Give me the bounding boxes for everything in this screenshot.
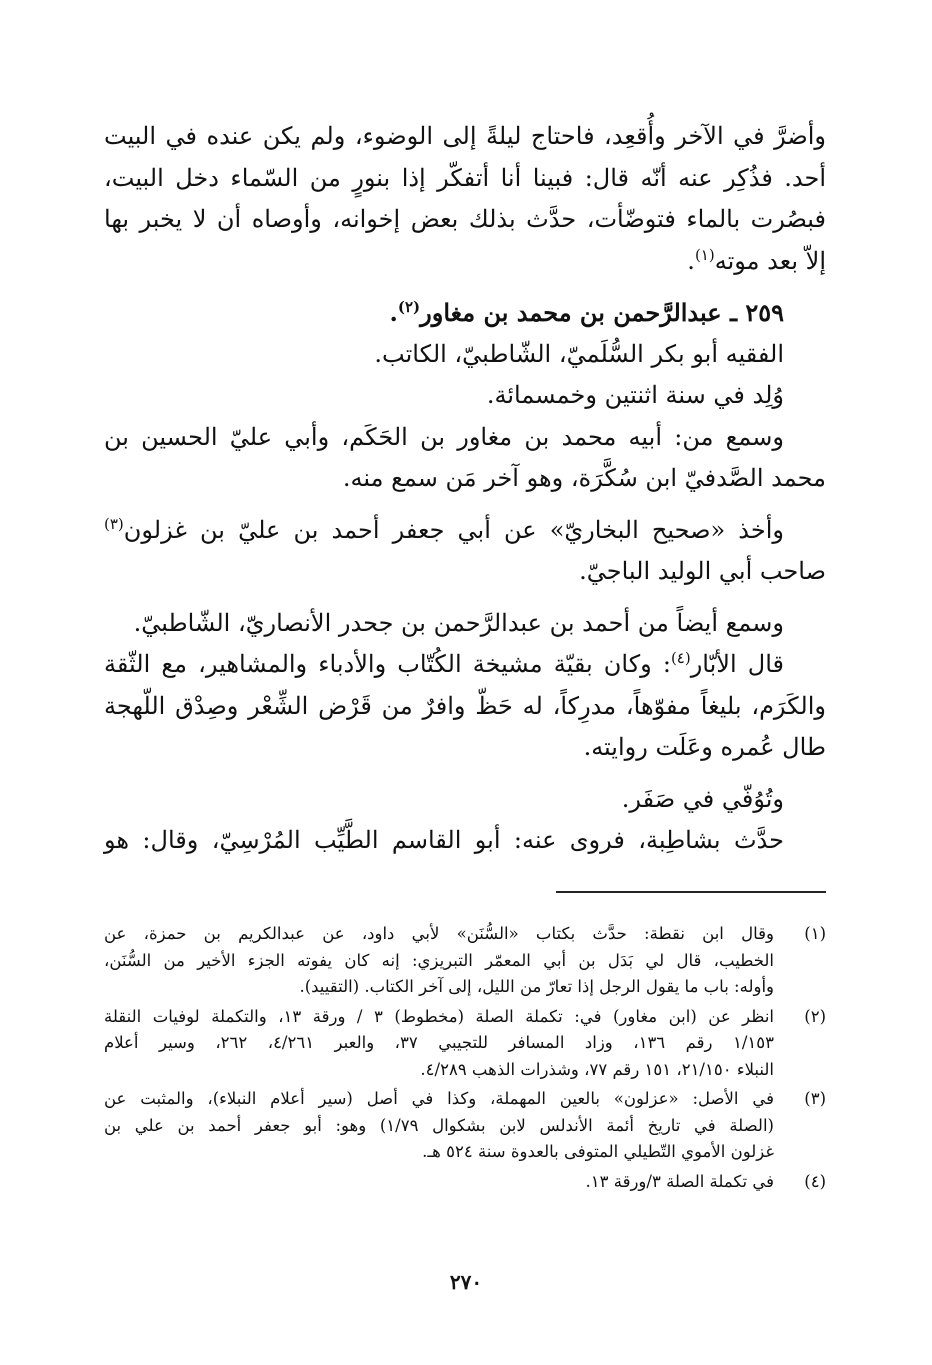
footnote-text [104,921,774,1001]
body-line: وسمع أيضاً من أحمد بن عبدالرَّحمن بن جحدر الأنصاريّ، الشّاطبيّ. [133,608,784,637]
footnote-line: وأوله: باب ما يقول الرجل إذا تعارّ من الليل، إلى آخر الكتاب. (التقييد). [299,977,774,996]
entry-title: ٢٥٩ ـ عبدالرَّحمن بن محمد بن مغاور [420,298,784,327]
footnote-ref: (١) [694,245,715,264]
footnote-ref: (٢) [397,298,421,316]
main-text [104,116,826,862]
footnote-number: (٣) [804,1089,826,1108]
footnote [104,1004,826,1084]
body-line: محمد الصَّدفيّ ابن سُكَّرَة، وهو آخر مَن سمع منه. [342,464,826,492]
body-line: وأضرَّ في الآخر وأُقعِد، فاحتاج ليلةً إلى الوضوء، ولم يكن عنده في البيت [104,122,826,150]
footnote-number: (٢) [804,1006,826,1026]
body-line [104,644,826,686]
body-line: صاحب أبي الوليد الباجيّ. [579,557,826,585]
body-line: وُلِد في سنة اثنتين وخمسمائة. [486,381,784,409]
footnote-line: النبلاء ٢١/١٥٠، ١٥١ رقم ٧٧، وشذرات الذهب ٤/٢٨٩. [420,1059,774,1079]
footnote [104,1086,826,1166]
footnote-text [104,1004,774,1084]
body-line: حدَّث بشاطِبة، فروى عنه: أبو القاسم الطَّيِّب المُرْسِيّ، وقال: هو [104,826,784,854]
footnote-ref: (٣) [104,514,124,533]
footnote-number: (١) [804,924,826,943]
body-line: فبصُرت بالماء فتوضّأت، حدَّث بذلك بعض إخوانه، وأوصاه أن لا يخبر بها [104,205,826,233]
body-line: أحد. فذُكِر عنه أنّه قال: فبينا أنا أتفكّر إذا بنورٍ من السّماء دخل البيت، [104,163,826,192]
footnote-line: انظر عن (ابن مغاور) في: تكملة الصلة (مخطوط) ٣ / ورقة ١٣، والتكملة لوفيات النقلة [104,1006,774,1026]
body-line-text: وأخذ «صحيح البخاريّ» عن أبي جعفر أحمد بن عليّ بن غزلون [123,515,784,544]
page-number: ٢٧٠ [449,1270,483,1294]
footnote-line: غزلون الأموي التّطيلي المتوفى بالعدوة سنة ٥٢٤ هـ. [422,1142,774,1161]
footnote-line: في تكملة الصلة ٣/ورقة ١٣. [585,1171,774,1191]
body-line-text: : وكان بقيّة مشيخة الكُتّاب والأدباء والمشاهير، مع الثّقة [104,650,671,678]
body-line-text: إلاّ بعد موته [714,246,826,275]
body-line: الفقيه أبو بكر السُّلَميّ، الشّاطبيّ، الكاتب. [374,339,784,368]
footnote [104,921,826,1001]
footnote-separator [556,891,826,893]
body-line [104,510,826,552]
footnote-line: في الأصل: «عزلون» بالعين المهملة، وكذا في أصل (سير أعلام النبلاء)، والمثبت عن [104,1089,774,1108]
body-line: وتُوُفّي في صَفَر. [621,784,784,813]
footnote-line: الخطيب، قال لي بَدَل بن أبي المعمّر التبريزي: إنه كان يفوته الجزء الأخير من السُّنَن، [104,950,774,970]
entry-heading: ٢٥٩ ـ عبدالرَّحمن بن محمد بن مغاور$^{(٢)}$. [389,298,784,327]
body-line: والكَرَم، بليغاً مفوّهاً، مدرِكاً، له حَظّ وافرٌ من قَرْض الشِّعْر وصِدْق اللّهجة [104,691,826,720]
footnote-text [104,1169,774,1196]
footnote-number: (٤) [804,1171,826,1191]
footnote [104,1169,826,1196]
body-line-text: قال الأبّار [690,650,784,678]
body-line: طال عُمره وعَلَت روايته. [583,733,826,761]
body-line: إلاّ بعد موته$^{(١)}$. [687,245,826,275]
footnote-ref: (٤) [670,649,691,667]
footnote-line: (الصلة في تاريخ أئمة الأندلس لابن بشكوال ١/٧٩) وهو: أبو جعفر أحمد بن علي بن [104,1115,774,1135]
footnote-text [104,1086,774,1166]
footnotes [104,921,826,1198]
footnote-line: وقال ابن نقطة: حدَّث بكتاب «السُّنَن» لأبي داود، عن عبدالكريم بن حمزة، عن [104,924,774,943]
footnote-line: ١/١٥٣ رقم ١٣٦، وزاد المسافر للتجيبي ٣٧، والعبر ٤/٢٦١، ٢٦٢، وسير أعلام [104,1033,774,1052]
body-line: وسمع من: أبيه محمد بن مغاور بن الحَكَم، وأبي عليّ الحسين بن [104,422,784,451]
